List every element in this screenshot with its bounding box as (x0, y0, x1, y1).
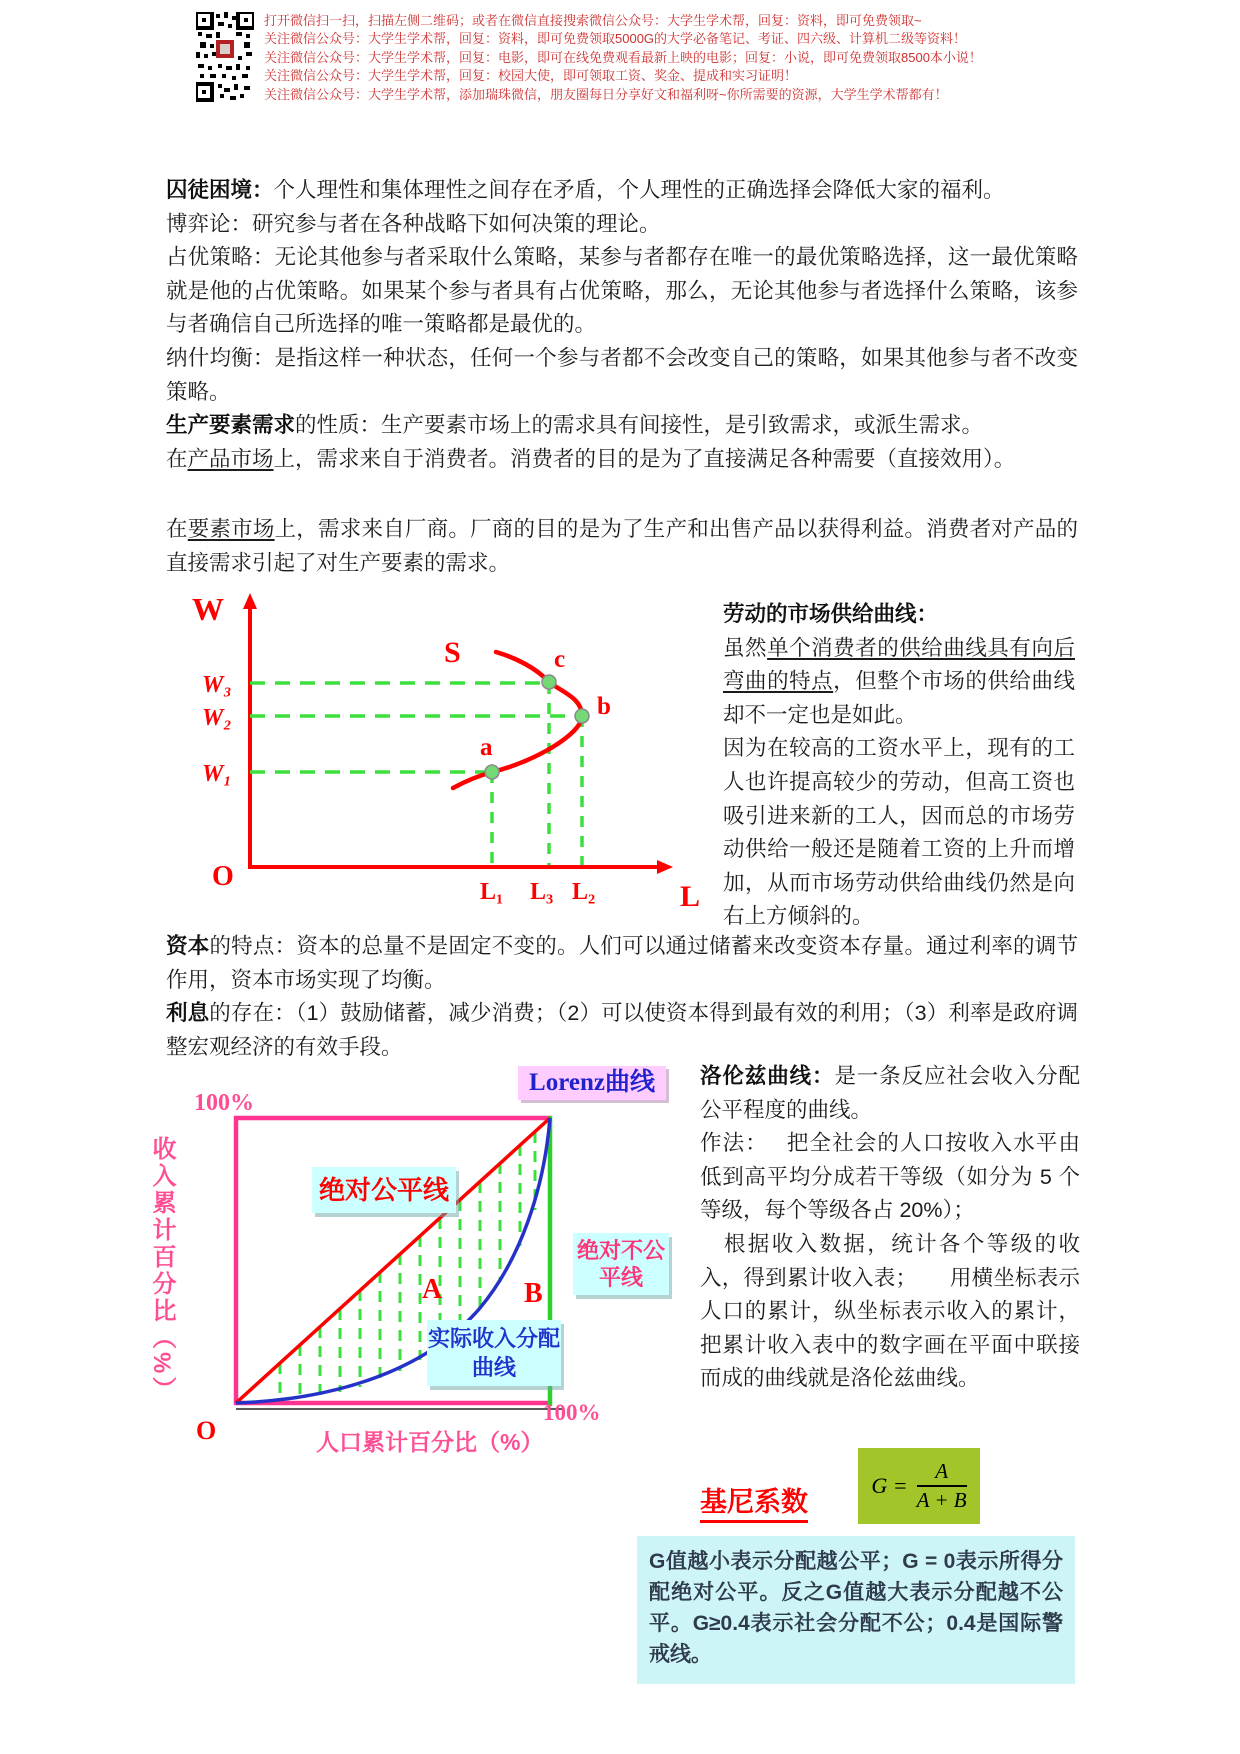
term-factor-demand: 生产要素需求 (166, 413, 296, 438)
labor-supply-note (723, 598, 1075, 934)
w-axis-arrow-icon (243, 593, 257, 609)
point-c-label: c (554, 646, 566, 673)
actual-curve-badge: 实际收入分配曲线 (427, 1320, 561, 1386)
gini-fraction (917, 1459, 967, 1513)
underline-product-market: 产品市场 (187, 446, 274, 471)
promo-line: 打开微信扫一扫，扫描左侧二维码；或者在微信直接搜索微信公众号：大学生学术帮，回复：资料，即可免费领取~ (264, 13, 922, 28)
paragraph-prisoners-dilemma: 囚徒困境：个人理性和集体理性之间存在矛盾，个人理性的正确选择会降低大家的福利。 (166, 178, 1005, 202)
l-axis-arrow-icon (657, 860, 673, 874)
y-axis-100-label: 100% (194, 1090, 254, 1116)
promo-line: 关注微信公众号：大学生学术帮，回复：校园大使，即可领取工资、奖金、提成和实习证明！ (264, 68, 798, 84)
gini-formula (858, 1448, 980, 1524)
paragraph-dominant-strategy: 占优策略：无论其他参与者采取什么策略，某参与者都存在唯一的最优策略选择，这一最优策略就是他的占优策略。如果某个参与者具有占优策略，那么，无论其他参与者选择什么策略，该参与者确信自己所选择的唯一策略都是最优的。 (166, 245, 1078, 337)
gini-numerator: A (917, 1459, 967, 1487)
equality-line-badge: 绝对公平线 (312, 1167, 456, 1213)
point-a-label: a (480, 734, 493, 761)
lorenz-title-badge: Lorenz曲线 (518, 1066, 666, 1100)
inequality-line-badge: 绝对不公平线 (573, 1233, 669, 1295)
term-prisoners-dilemma: 囚徒困境： (166, 178, 274, 202)
promo-line: 关注微信公众号：大学生学术帮，回复：电影，即可在线免费观看最新上映的电影；回复：小说，即可免费领取8500本小说！ (264, 49, 982, 65)
lorenz-note-para2: 作法： 把全社会的人口按收入水平由低到高平均分成若干等级（如分为 5 个等级，每个等级各占 20%）； (700, 1131, 1080, 1223)
labor-note-para1: 虽然单个消费者的供给曲线具有向后弯曲的特点，但整个市场的供给曲线却不一定也是如此。 (723, 635, 1075, 727)
paragraph-product-market: 在产品市场上，需求来自于消费者。消费者的目的是为了直接满足各种需要（直接效用）。 (166, 446, 1016, 471)
gini-title: 基尼系数 (700, 1480, 808, 1523)
promo-header (196, 12, 982, 104)
lorenz-note-para1: 洛伦兹曲线：是一条反应社会收入分配公平程度的曲线。 (700, 1064, 1080, 1122)
l2-tick-label: L₂ (572, 879, 596, 905)
paragraph-factor-demand: 生产要素需求的性质：生产要素市场上的需求具有间接性，是引致需求，或派生需求。 (166, 413, 984, 438)
l1-tick-label: L₁ (480, 879, 504, 905)
w3-tick-label: W₃ (202, 672, 232, 698)
lorenz-origin-label: O (196, 1416, 217, 1445)
lorenz-note (700, 1060, 1080, 1396)
l3-tick-label: L₃ (530, 879, 554, 905)
w-axis-label: W (192, 591, 224, 627)
gini-formula-lhs: G = (871, 1473, 908, 1498)
gini-denominator: A + B (916, 1488, 967, 1512)
paragraph-factor-market: 在要素市场上，需求来自厂商。厂商的目的是为了生产和出售产品以获得利益。消费者对产品的直接需求引起了对生产要素的需求。 (166, 517, 1078, 575)
term-capital: 资本 (166, 934, 210, 958)
paragraph-capital: 资本的特点：资本的总量不是固定不变的。人们可以通过储蓄来改变资本存量。通过利率的调节作用，资本市场实现了均衡。 (166, 934, 1078, 992)
term-lorenz-curve: 洛伦兹曲线： (700, 1064, 835, 1088)
w2-tick-label: W₂ (202, 705, 232, 731)
promo-lines (264, 12, 982, 104)
lorenz-note-para3: 根据收入数据，统计各个等级的收入，得到累计收入表； 用横坐标表示人口的累计，纵坐标表示收入的累计，把累计收入表中的数字画在平面中联接而成的曲线就是洛伦兹曲线。 (700, 1231, 1080, 1391)
promo-line: 关注微信公众号：大学生学术帮，添加瑞珠微信，朋友圈每日分享好文和福利呀~你所需要的资源，大学生学术帮都有！ (264, 86, 948, 102)
underline-factor-market: 要素市场 (187, 517, 275, 542)
point-c (542, 675, 556, 689)
area-b-label: B (524, 1278, 543, 1309)
paragraph-interest: 利息的存在：（1）鼓励储蓄，减少消费；（2）可以使资本得到最有效的利用；（3）利率是政府调整宏观经济的有效手段。 (166, 1001, 1078, 1059)
l-axis-label: L (680, 880, 701, 913)
labor-supply-chart (166, 588, 711, 933)
x-axis-title: 人口累计百分比（%） (316, 1429, 544, 1455)
capital-interest-text (166, 930, 1078, 1064)
gini-note: G值越小表示分配越公平；G = 0表示所得分配绝对公平。反之G值越大表示分配越不公平。G≥0.4表示社会分配不公；0.4是国际警戒线。 (637, 1536, 1075, 1684)
point-a (485, 765, 499, 779)
y-axis-title: 收入累计百分比（%） (148, 1136, 175, 1404)
x-axis-100-label: 100% (543, 1400, 601, 1425)
term-interest: 利息 (166, 1001, 210, 1026)
concepts-text (166, 174, 1078, 581)
spacer (166, 476, 1078, 513)
paragraph-game-theory: 博弈论：研究参与者在各种战略下如何决策的理论。 (166, 211, 661, 236)
guide-dashes (250, 683, 582, 865)
underline-backward-bending: 单个消费者的供给曲线具有向后弯曲的特点 (723, 635, 1075, 694)
area-a-label: A (422, 1274, 443, 1305)
curve-s-label: S (444, 636, 461, 669)
point-b (575, 709, 589, 723)
w1-tick-label: W₁ (202, 761, 232, 787)
point-b-label: b (597, 693, 611, 720)
labor-note-para2: 因为在较高的工资水平上，现有的工人也许提高较少的劳动，但高工资也吸引进来新的工人，因而总的市场劳动供给一般还是随着工资的上升而增加，从而市场劳动供给曲线仍然是向右上方倾斜的。 (723, 736, 1075, 929)
labor-note-title: 劳动的市场供给曲线： (723, 602, 939, 626)
origin-label: O (212, 861, 234, 892)
qr-code-icon (196, 12, 254, 102)
promo-line: 关注微信公众号：大学生学术帮，回复：资料，即可免费领取5000G的大学必备笔记、考证、四六级、计算机二级等资料！ (264, 31, 967, 47)
paragraph-nash-equilibrium: 纳什均衡：是指这样一种状态，任何一个参与者都不会改变自己的策略，如果其他参与者不改变策略。 (166, 345, 1078, 404)
